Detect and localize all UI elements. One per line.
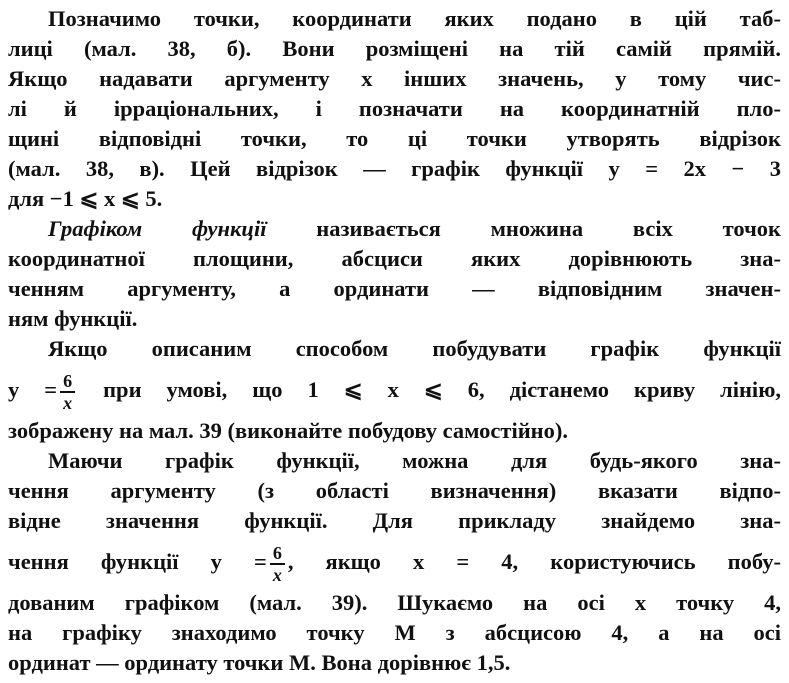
text-line-with-fraction <box>8 364 781 416</box>
text-line: лі й ірраціональних, і позначати на координатній пло- <box>8 96 781 121</box>
text-fragment: при умові, що 1 ⩽ x ⩽ 6, дістанемо криву лінію, <box>103 377 782 402</box>
text-line-with-fraction <box>8 536 781 588</box>
fraction-numerator: 6 <box>60 371 75 393</box>
fraction <box>270 543 285 585</box>
text-line <box>8 214 781 244</box>
fraction-denominator: x <box>272 564 282 585</box>
text-fragment: , якщо x = 4, користуючись побу- <box>287 549 781 574</box>
text-line: відне значення функції. Для прикладу знайдемо зна- <box>8 508 781 533</box>
text-line: ченням аргументу, а ординати — відповідним значен- <box>8 276 781 301</box>
fraction-denominator: x <box>63 392 73 413</box>
text-line: чення аргументу (з області визначення) вказати відпо- <box>8 478 781 503</box>
text-line: лиці (мал. 38, б). Вони розміщені на тій самій прямій. <box>8 36 781 61</box>
text-line: (мал. 38, в). Цей відрізок — графік функції y = 2x − 3 <box>8 156 781 181</box>
text-line: Маючи графік функції, можна для будь-якого зна- <box>48 448 781 473</box>
fraction-numerator: 6 <box>270 543 285 565</box>
paragraph-hyperbola <box>8 334 781 446</box>
formula-start: y = <box>8 377 58 402</box>
text-line: Позначимо точки, координати яких подано в цій таб- <box>48 6 781 31</box>
text-fragment: чення функції y = <box>8 549 267 574</box>
text-line: дованим графіком (мал. 39). Шукаємо на осі x точку 4, <box>8 590 781 615</box>
paragraph-definition <box>8 214 781 334</box>
text-line: координатної площини, абсциси яких дорівнюють зна- <box>8 246 781 271</box>
text-line: Якщо надавати аргументу x інших значень, у тому чис- <box>8 66 781 91</box>
text-line: на графіку знаходимо точку M з абсцисою 4, а на осі <box>8 620 781 645</box>
text-line: зображену на мал. 39 (виконайте побудову самостійно). <box>8 418 568 443</box>
defined-term: Графіком функції <box>48 216 267 241</box>
fraction <box>60 371 75 413</box>
text-line: ням функції. <box>8 306 138 331</box>
paragraph-graph-usage <box>8 446 781 678</box>
text-line: для −1 ⩽ x ⩽ 5. <box>8 186 163 211</box>
text-line: Якщо описаним способом побудувати графік функції <box>48 336 781 361</box>
paragraph-points-table <box>8 4 781 214</box>
text-fragment: називається множина всіх точок <box>266 216 781 241</box>
text-line: щині відповідні точки, то ці точки утворять відрізок <box>8 126 781 151</box>
text-line: ординат — ординату точки M. Вона дорівнює 1,5. <box>8 650 511 675</box>
